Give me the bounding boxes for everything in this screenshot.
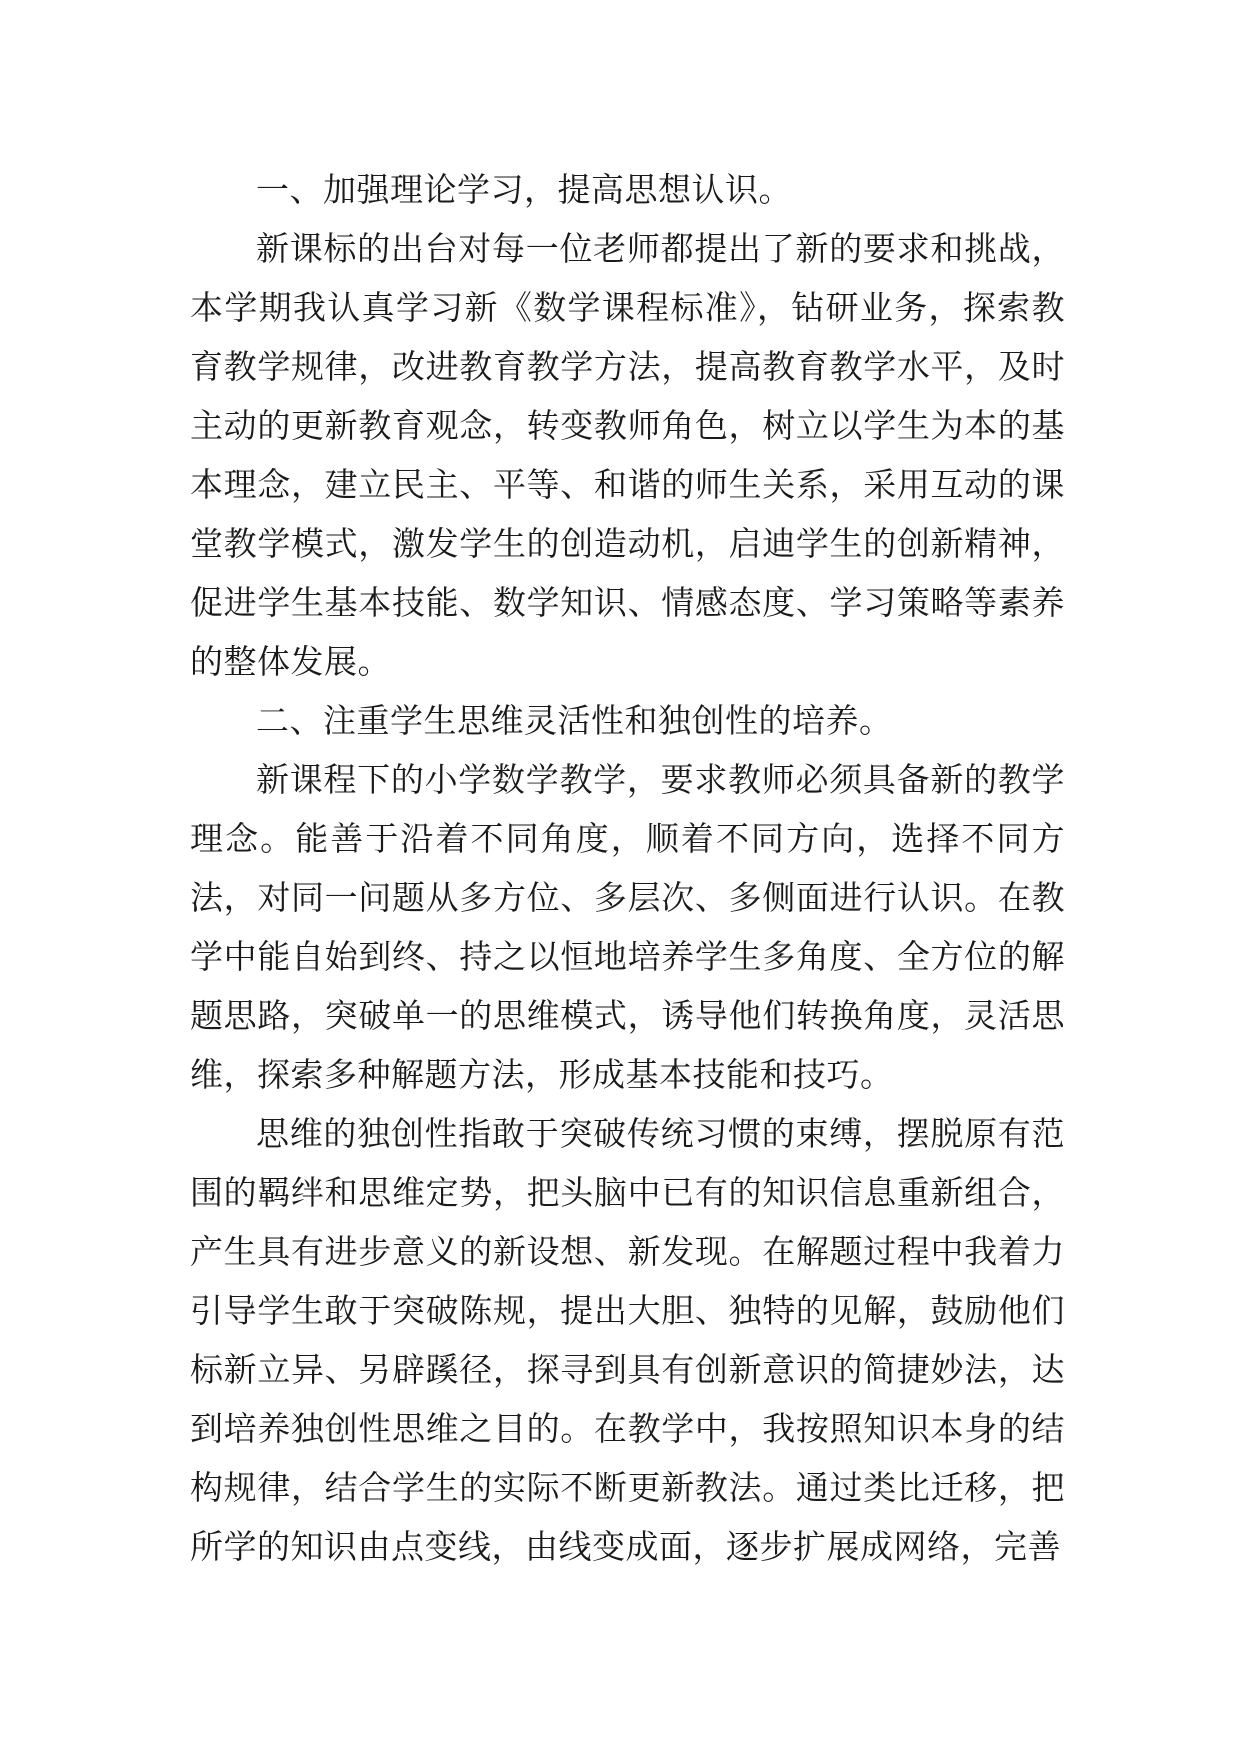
paragraph: 新课程下的小学数学教学，要求教师必须具备新的教学理念。能善于沿着不同角度，顺着不同方向，选择不同方法，对同一问题从多方位、多层次、多侧面进行认识。在教学中能自始到终、持之以恒地培养学生多角度、全方位的解题思路，突破单一的思维模式，诱导他们转换角度，灵活思维，探索多种解题方法，形成基本技能和技巧。 (190, 760, 1065, 1094)
section-heading-1: 一、加强理论学习，提高思想认识。 (256, 170, 792, 209)
paragraph: 思维的独创性指敢于突破传统习惯的束缚，摆脱原有范围的羁绊和思维定势，把头脑中已有的知识信息重新组合，产生具有进步意义的新设想、新发现。在解题过程中我着力引导学生敢于突破陈规，提出大胆、独特的见解，鼓励他们标新立异、另辟蹊径，探寻到具有创新意识的简捷妙法，达到培养独创性思维之目的。在教学中，我按照知识本身的结构规律，结合学生的实际不断更新教法。通过类比迁移，把所学的知识由点变线，由线变成面，逐步扩展成网络，完善 (190, 1114, 1065, 1566)
document-body (190, 160, 1065, 1576)
paragraph: 新课标的出台对每一位老师都提出了新的要求和挑战，本学期我认真学习新《数学课程标准》，钻研业务，探索教育教学规律，改进教育教学方法，提高教育教学水平，及时主动的更新教育观念，转变教师角色，树立以学生为本的基本理念，建立民主、平等、和谐的师生关系，采用互动的课堂教学模式，激发学生的创造动机，启迪学生的创新精神，促进学生基本技能、数学知识、情感态度、学习策略等素养的整体发展。 (190, 229, 1065, 681)
section-heading-2: 二、注重学生思维灵活性和独创性的培养。 (256, 701, 893, 740)
